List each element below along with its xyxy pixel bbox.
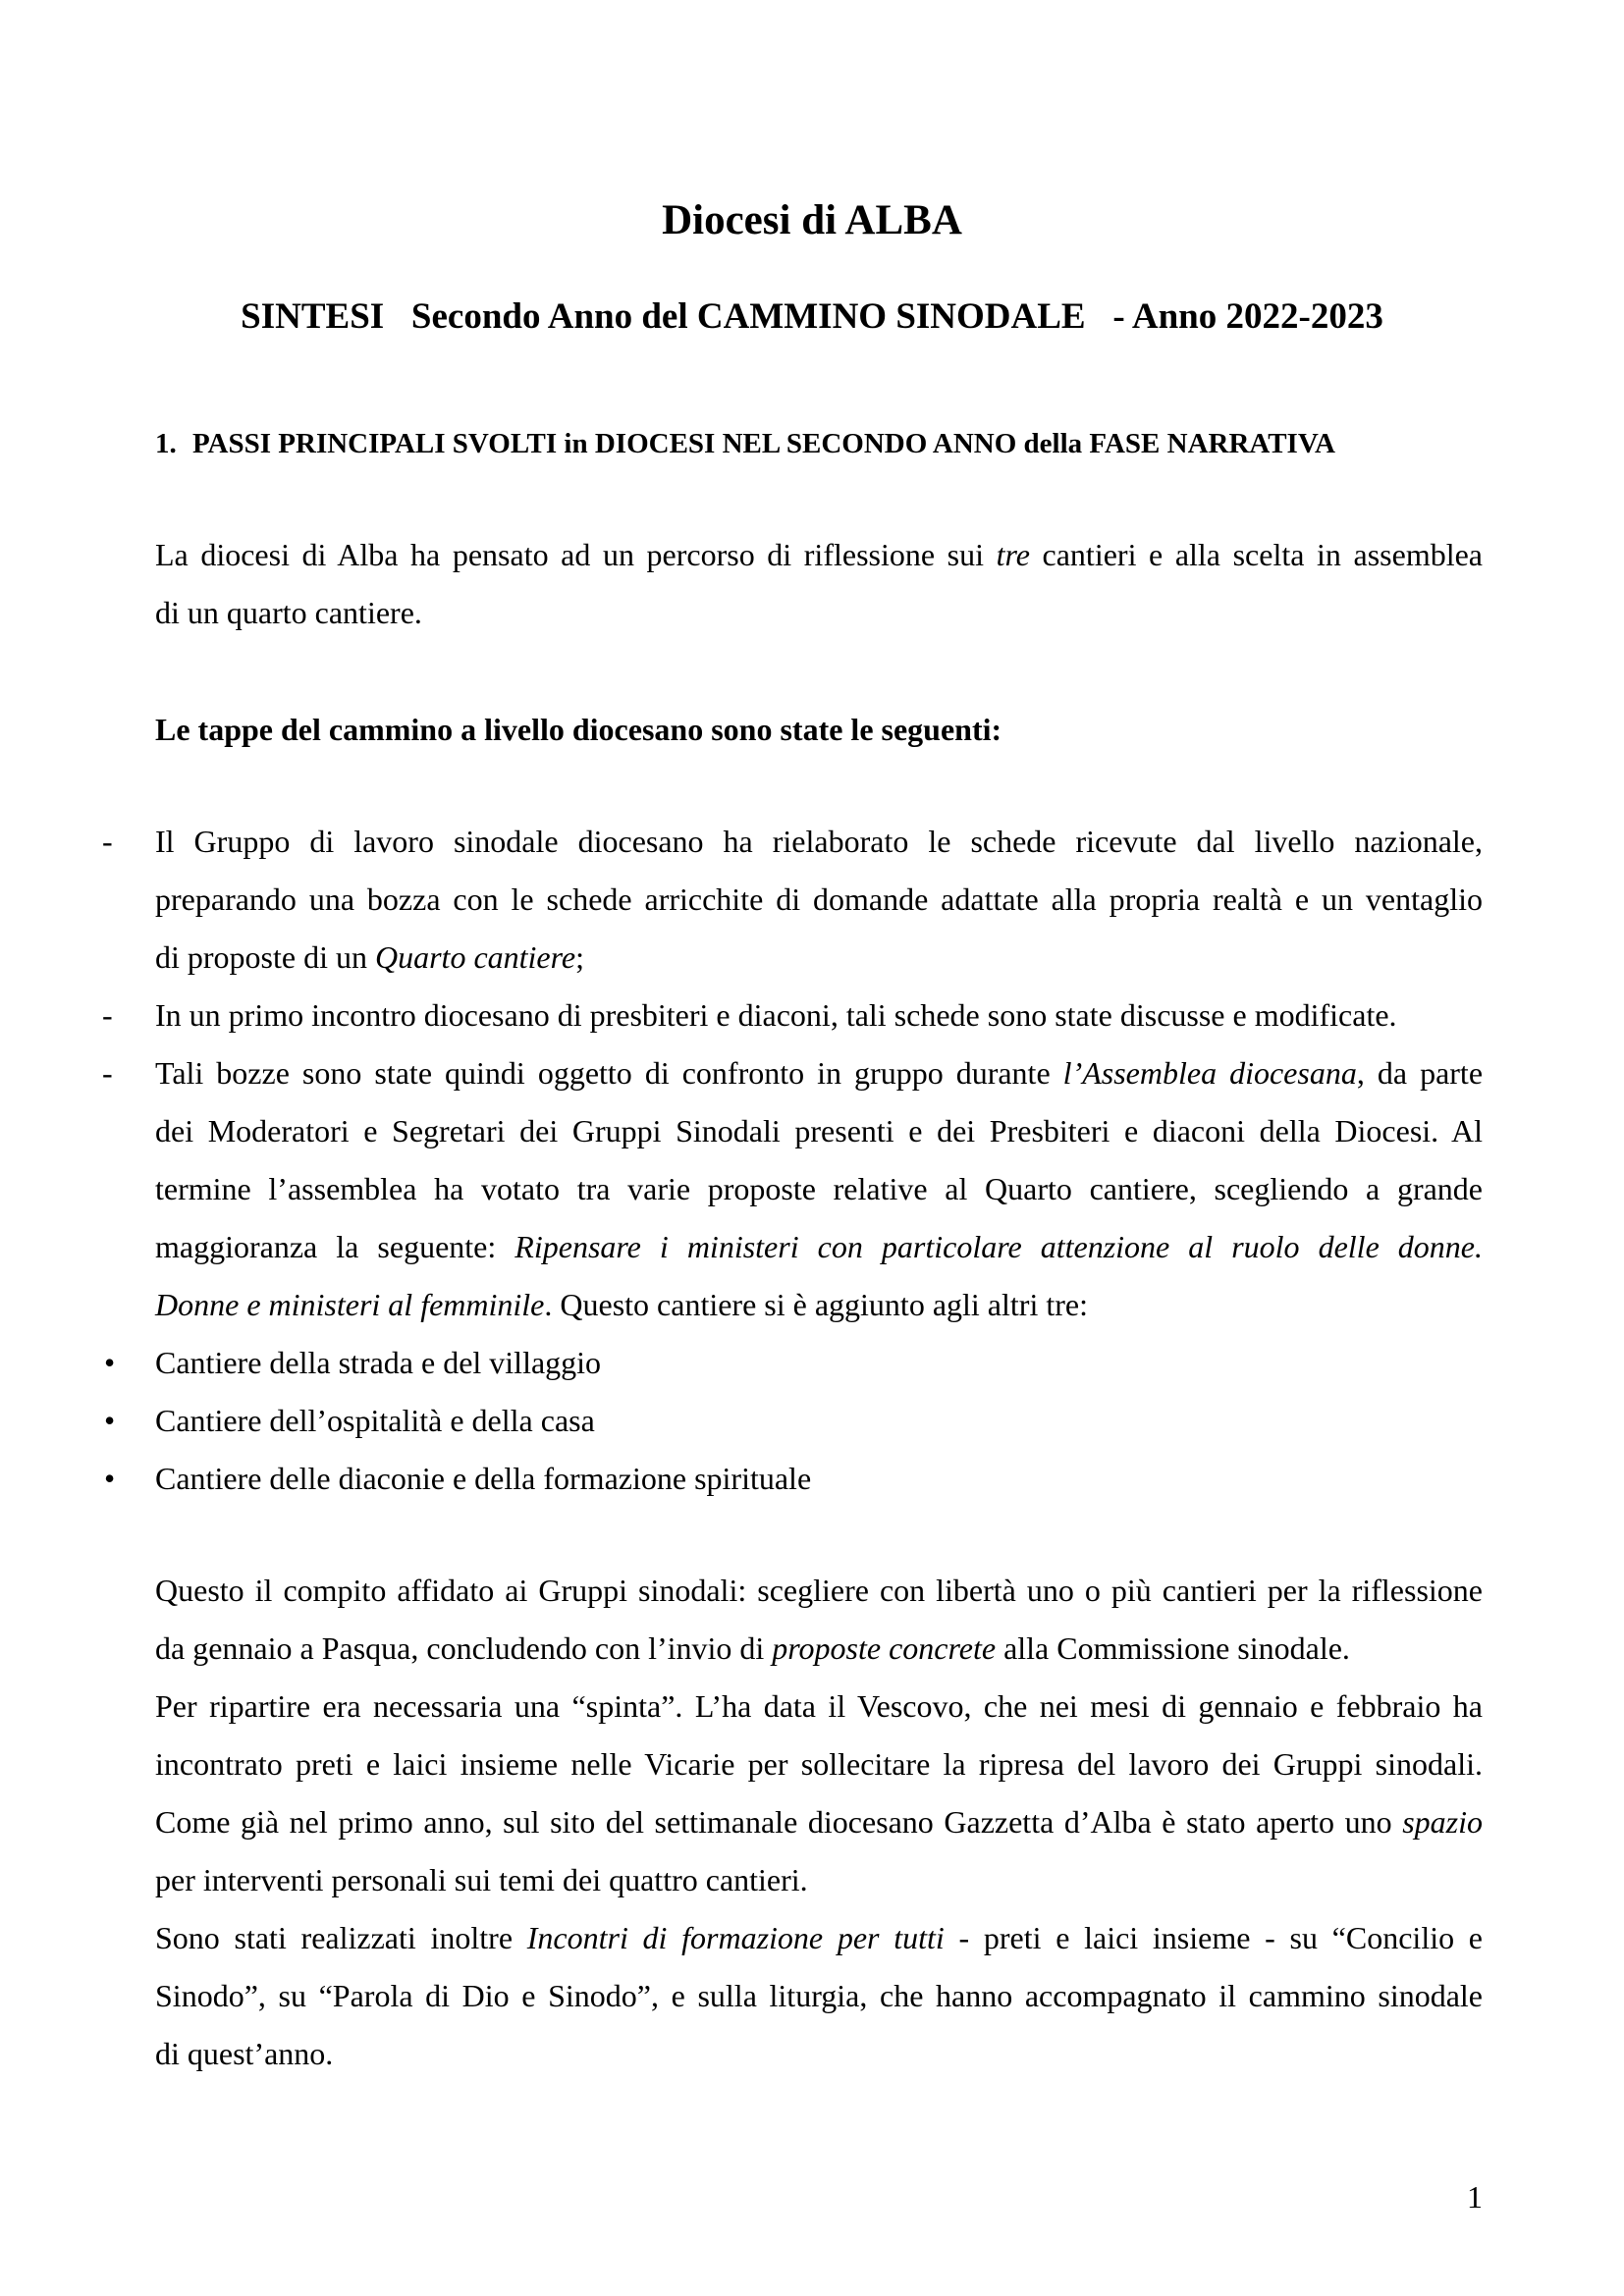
list-item-content [155, 813, 1483, 987]
list-item-line [155, 1276, 1483, 1334]
list-item-content [155, 1044, 1483, 1334]
page-number: 1 [1467, 2179, 1483, 2215]
list-item-line: In un primo incontro diocesano di presbiteri e diaconi, tali schede sono state discusse e modificate. [155, 997, 1397, 1033]
closing-text: - preti e laici insieme - su “Concilio e [944, 1920, 1484, 1955]
closing-line: di quest’anno. [155, 2036, 334, 2071]
list-item-line: dei Moderatori e Segretari dei Gruppi Sinodali presenti e dei Presbiteri e diaconi della Diocesi. Al [155, 1113, 1483, 1148]
intro-paragraph [155, 526, 1483, 642]
list-item-line [155, 1044, 1483, 1102]
closing-text: Come già nel primo anno, sul sito del settimanale diocesano Gazzetta d’Alba è stato aperto uno [155, 1804, 1403, 1840]
intro-text: cantieri e alla scelta in assemblea [1029, 537, 1484, 572]
list-item-text: Tali bozze sono state quindi oggetto di confronto in gruppo durante [155, 1055, 1063, 1091]
closing-text: da gennaio a Pasqua, concludendo con l’invio di [155, 1630, 773, 1666]
bullet-item-content [155, 1392, 1483, 1450]
bullet-marker: • [104, 1403, 116, 1438]
list-item-text: . Questo cantiere si è aggiunto agli altri tre: [544, 1287, 1088, 1322]
intro-text: La diocesi di Alba ha pensato ad un percorso di riflessione sui [155, 537, 997, 572]
bullet-item-content [155, 1450, 1483, 1508]
section-heading [155, 424, 1335, 463]
list-item-line [155, 929, 1483, 987]
closing-text: alla Commissione sinodale. [996, 1630, 1350, 1666]
list-item-emphasis: Quarto cantiere [374, 939, 576, 975]
intro-emphasis: tre [996, 537, 1030, 572]
section-heading-text: PASSI PRINCIPALI SVOLTI in DIOCESI NEL SECONDO ANNO della FASE NARRATIVA [192, 428, 1335, 459]
closing-line [155, 1793, 1483, 1851]
document-title: Diocesi di ALBA [662, 197, 962, 243]
bullet-marker: • [104, 1461, 116, 1496]
closing-line: Sinodo”, su “Parola di Dio e Sinodo”, e sulla liturgia, che hanno accompagnato il cammino sinodale [155, 1978, 1483, 2013]
list-item-text: di proposte di un [155, 939, 375, 975]
closing-text: Sono stati realizzati inoltre [155, 1920, 527, 1955]
list-item-content [155, 987, 1483, 1044]
closing-line: Questo il compito affidato ai Gruppi sinodali: scegliere con libertà uno o più cantieri per la riflessione [155, 1573, 1483, 1608]
bullet-item-content [155, 1334, 1483, 1392]
closing-line: Per ripartire era necessaria una “spinta”. L’ha data il Vescovo, che nei mesi di gennaio e febbraio ha [155, 1688, 1483, 1724]
closing-emphasis: spazio [1402, 1804, 1483, 1840]
list-item-line [155, 1218, 1483, 1276]
closing-line: per interventi personali sui temi dei quattro cantieri. [155, 1862, 808, 1897]
closing-line [155, 1909, 1483, 1967]
closing-emphasis: proposte concrete [772, 1630, 997, 1666]
document-subtitle: SINTESI Secondo Anno del CAMMINO SINODALE - Anno 2022-2023 [241, 296, 1383, 337]
bullet-marker: • [104, 1345, 116, 1380]
dash-marker: - [102, 1055, 113, 1091]
list-item-emphasis: Ripensare i ministeri con particolare attenzione al ruolo delle donne. [514, 1229, 1484, 1264]
section-number: 1. [155, 428, 177, 459]
bullet-item-text: Cantiere delle diaconie e della formazione spirituale [155, 1461, 812, 1496]
bullet-item-text: Cantiere della strada e del villaggio [155, 1345, 602, 1380]
closing-emphasis: Incontri di formazione per tutti [526, 1920, 945, 1955]
intro-line-2: di un quarto cantiere. [155, 595, 422, 630]
list-item-line: preparando una bozza con le schede arricchite di domande adattate alla propria realtà e un ventaglio [155, 881, 1483, 917]
dash-marker: - [102, 997, 113, 1033]
dash-marker: - [102, 824, 113, 859]
intro-line-1 [155, 526, 1483, 584]
closing-line [155, 1620, 1483, 1678]
bullet-item-text: Cantiere dell’ospitalità e della casa [155, 1403, 595, 1438]
list-item-text: maggioranza la seguente: [155, 1229, 515, 1264]
list-item-text: ; [575, 939, 584, 975]
stages-heading: Le tappe del cammino a livello diocesano sono state le seguenti: [155, 712, 1002, 747]
closing-line: incontrato preti e laici insieme nelle Vicarie per sollecitare la ripresa del lavoro dei Gruppi sinodali. [155, 1746, 1483, 1782]
list-item-line: termine l’assemblea ha votato tra varie proposte relative al Quarto cantiere, scegliendo a grande [155, 1171, 1483, 1206]
list-item-line: Il Gruppo di lavoro sinodale diocesano ha rielaborato le schede ricevute dal livello nazionale, [155, 824, 1483, 859]
list-item-emphasis: l’Assemblea diocesana [1062, 1055, 1357, 1091]
list-item-text: , da parte [1356, 1055, 1484, 1091]
closing-paragraph [155, 1562, 1483, 2083]
list-item-emphasis: Donne e ministeri al femminile [155, 1287, 545, 1322]
